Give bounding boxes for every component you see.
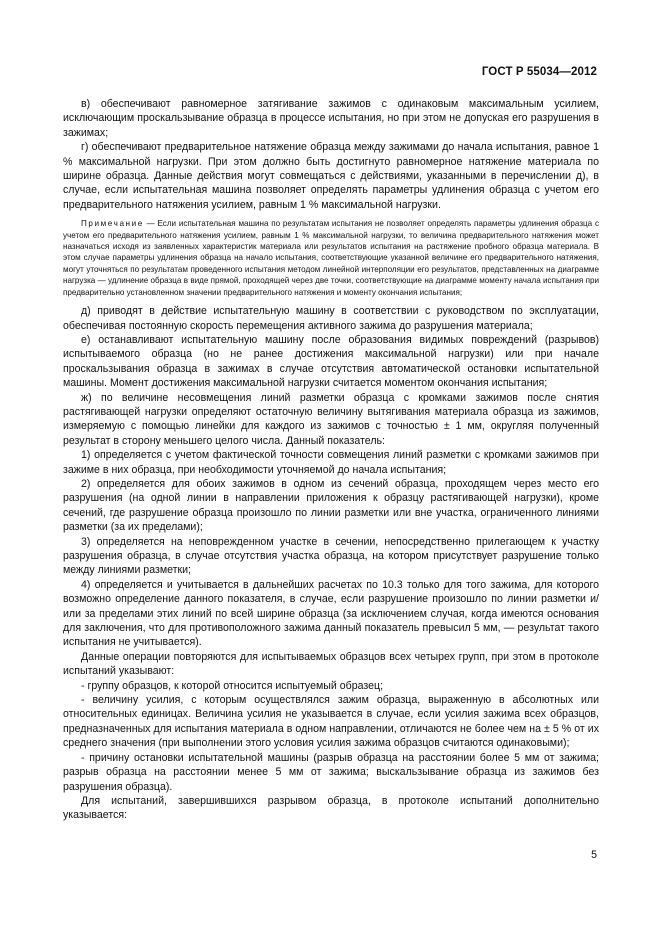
paragraph-g: г) обеспечивают предварительное натяжение образца между зажимами до начала испытания, равное 1 % максимальной нагрузки. При этом должно быть достигнуто равномерное натяжение материала по ширине образца. Данные действия могут совмещаться с действиями, указанными в перечислении д), в случае, если испытательная машина позволяет определять параметры удлинения образца с учетом его предварительного натяжения усилием, равным 1 % максимальной нагрузки. xyxy=(63,141,599,211)
paragraph-operations: Данные операции повторяются для испытываемых образцов всех четырех групп, при этом в протоколе испытаний указывают: xyxy=(63,650,599,678)
page-number: 5 xyxy=(591,849,597,861)
dash-item-force: - величину усилия, с которым осуществлялся зажим образца, выраженную в абсолютных или относительных единицах. Величина усилия не указывается в случае, если усилия зажима всех образцов, предназначенных для испытания материала в одном направлении, отличаются не более чем на ± 5 % от их среднего значения (при выполнении этого условия усилия зажима образцов считаются одинаковыми); xyxy=(63,694,599,750)
list-item-4: 4) определяется и учитывается в дальнейших расчетах по 10.3 только для того зажима, для которого возможно определение данного показателя, в случае, если разрушение произошло по линии разметки и/или за пределами этих линий по всей ширине образца (за исключением случая, когда имеются основания для заключения, что для противоположного зажима данный показатель превысил 5 мм, — результат такого испытания не учитывается). xyxy=(63,578,599,649)
paragraph-d: д) приводят в действие испытательную машину в соответствии с руководством по эксплуатации, обеспечивая постоянную скорость перемещения активного зажима до разрушения материала; xyxy=(63,305,599,332)
note-block xyxy=(63,218,599,298)
paragraph-v: в) обеспечивают равномерное затягивание зажимов с одинаковым максимальным усилием, исключающим проскальзывание образца в процессе испытания, но при этом не допуская его разрушения в зажимах; xyxy=(63,98,599,139)
paragraph-zh: ж) по величине несовмещения линий разметки образца с кромками зажимов после снятия растягивающей нагрузки определяют остаточную величину вытягивания материала образца из зажимов, измеряемую с помощью линейки для каждого из зажимов с точностью ± 1 мм, округляя полученный результат в сторону меньшего целого числа. Данный показатель: xyxy=(63,391,599,447)
list-item-2: 2) определяется для обоих зажимов в одном из сечений образца, проходящем через место его разрушения (на одной линии в направлении приложения к образцу растягивающей нагрузки), кроме сечений, где разрушение образца произошло по линии разметки или вне участка, ограниченного линиями разметки (за их пределами); xyxy=(63,477,599,534)
list-item-3: 3) определяется на неповрежденном участке в сечении, непосредственно прилегающем к участку разрушения образца, в случае отсутствия участка образца, на котором присутствует разрушение только между линиями разметки; xyxy=(63,535,599,577)
dash-item-group: - группу образцов, к которой относится испытуемый образец; xyxy=(81,679,384,692)
list-item-1: 1) определяется с учетом фактической точности совмещения линий разметки с кромками зажимов при зажиме в них образца, при необходимости уточняемой до начала испытания; xyxy=(63,449,599,476)
standard-header: ГОСТ Р 55034—2012 xyxy=(481,66,597,78)
note-lead: Примечание xyxy=(81,219,144,229)
note-text: — Если испытательная машина по результатам испытания не позволяет определять параметры удлинения образца с учетом его предварительного натяжения усилием, равным 1 % максимальной нагрузки, то величина предварительного натяжения может назначаться исходя из заявленных характеристик материала или результатов испытания на растяжение пробного образца материала. В этом случае параметры удлинения образца на начало испытания, соответствующие указанной величине его предварительного натяжения, могут уточняться по результатам проведенного испытания методом линейной интерполяции его результатов, представленных на диаграмме нагрузка — удлинение образца в виде прямой, проходящей через две точки, соответствующие на диаграмме моменту начала испытания при предварительно установленном значении предварительного натяжения и моменту окончания испытания; xyxy=(63,219,599,297)
document-body xyxy=(63,97,599,823)
paragraph-e: е) останавливают испытательную машину после образования видимых повреждений (разрывов) испытываемого образца (но не ранее достижения максимальной нагрузки) или при начале проскальзывания образца в зажимах в случае отсутствия автоматической остановки испытательной машины. Момент достижения максимальной нагрузки считается моментом окончания испытания; xyxy=(63,333,599,390)
dash-item-reason: - причину остановки испытательной машины (разрыв образца на расстоянии более 5 мм от зажима; разрыв образца на расстоянии менее 5 мм от зажима; выскальзывание образца из зажимов без разрушения образца). xyxy=(63,751,599,793)
paragraph-rupture: Для испытаний, завершившихся разрывом образца, в протоколе испытаний дополнительно указывается: xyxy=(63,794,599,822)
